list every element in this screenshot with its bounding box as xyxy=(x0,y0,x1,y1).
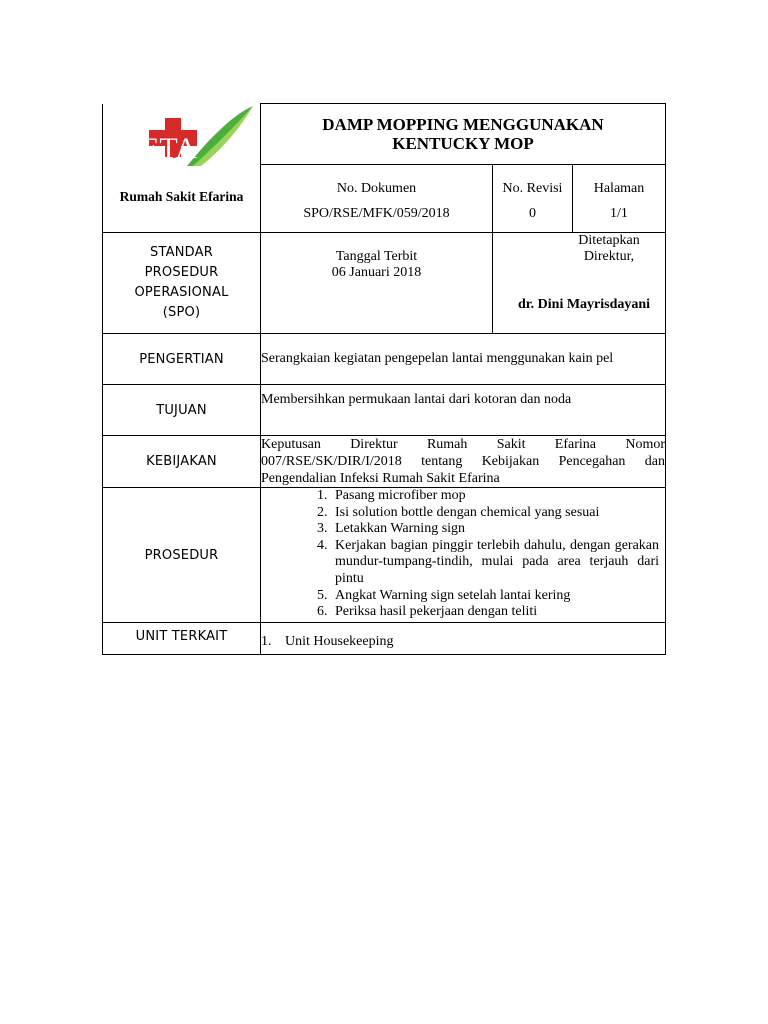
prosedur-list xyxy=(261,488,665,621)
logo-cell xyxy=(103,104,261,233)
prosedur-step: 6. Periksa hasil pekerjaan dengan teliti xyxy=(331,604,659,621)
unit-number: 1. xyxy=(261,634,272,649)
kebijakan-label: KEBIJAKAN xyxy=(103,436,261,488)
prosedur-step: 4. Kerjakan bagian pinggir terlebih dahulu, dengan gerakan mundur-tumpang-tindih, mulai pada area terjauh dari pintu xyxy=(331,538,659,588)
prosedur-steps xyxy=(261,488,666,623)
spo-document xyxy=(102,103,666,655)
doc-number-value: SPO/RSE/MFK/059/2018 xyxy=(303,206,450,221)
prosedur-step: 3. Letakkan Warning sign xyxy=(331,521,659,538)
spo-label: STANDAR PROSEDUR OPERASIONAL (SPO) xyxy=(103,233,261,334)
tujuan-label: TUJUAN xyxy=(103,385,261,436)
issue-date-value: 06 Januari 2018 xyxy=(331,265,422,280)
signer-name: dr. Dini Mayrisdayani xyxy=(517,297,651,312)
pengertian-label: PENGERTIAN xyxy=(103,334,261,385)
document-title: DAMP MOPPING MENGGUNAKAN KENTUCKY MOP xyxy=(261,104,666,165)
prosedur-step: 1. Pasang microfiber mop xyxy=(331,488,659,505)
approval-cell xyxy=(493,233,666,334)
page-label: Halaman xyxy=(593,181,645,196)
logo-text: ETA xyxy=(141,131,197,165)
prosedur-step: 2. Isi solution bottle dengan chemical yang sesuai xyxy=(331,505,659,522)
issue-date-label: Tanggal Terbit xyxy=(335,249,418,264)
page-cell xyxy=(573,165,666,233)
prosedur-step: 5. Angkat Warning sign setelah lantai kering xyxy=(331,588,659,605)
unit-label: UNIT TERKAIT xyxy=(103,623,261,655)
unit-text: Unit Housekeeping xyxy=(285,634,394,649)
kebijakan-text: Keputusan Direktur Rumah Sakit Efarina Nomor 007/RSE/SK/DIR/I/2018 tentang Kebijakan Pencegahan dan Pengendalian Infeksi Rumah Sakit Efarina xyxy=(261,437,665,486)
unit-cell xyxy=(261,623,666,655)
revision-label: No. Revisi xyxy=(502,181,563,196)
revision-cell xyxy=(493,165,573,233)
page-value: 1/1 xyxy=(610,206,628,221)
doc-number-cell xyxy=(261,165,493,233)
hospital-logo-icon xyxy=(135,104,265,174)
pengertian-text: Serangkaian kegiatan pengepelan lantai menggunakan kain pel xyxy=(261,334,666,385)
issue-date-cell xyxy=(261,233,493,334)
tujuan-text: Membersihkan permukaan lantai dari kotoran dan noda xyxy=(261,385,666,436)
prosedur-label: PROSEDUR xyxy=(103,488,261,623)
approval-role: Direktur, xyxy=(583,249,635,264)
doc-number-label: No. Dokumen xyxy=(336,181,417,196)
approval-label: Ditetapkan xyxy=(578,233,640,248)
hospital-name: Rumah Sakit Efarina xyxy=(119,188,244,204)
revision-value: 0 xyxy=(529,206,536,221)
